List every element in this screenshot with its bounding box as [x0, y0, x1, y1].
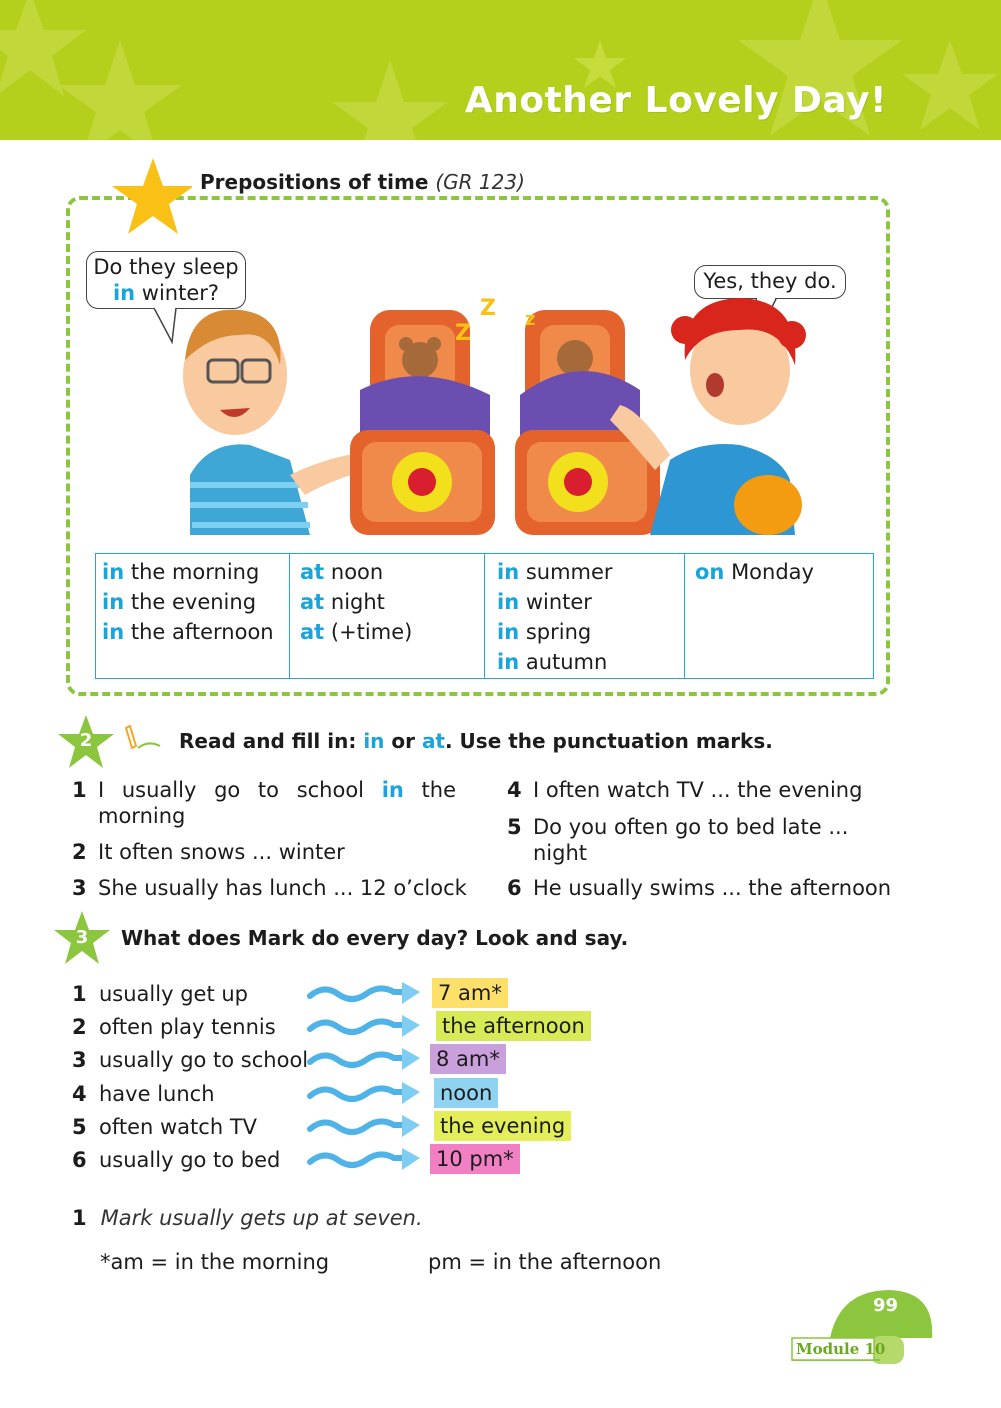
- prep-entry: in autumn: [497, 650, 608, 674]
- wavy-arrow-icon: [306, 1080, 424, 1108]
- time-highlight: 8 am*: [430, 1044, 506, 1074]
- row-activity: usually get up: [99, 982, 248, 1006]
- time-highlight: noon: [434, 1078, 498, 1108]
- prep-column-on: [685, 554, 873, 678]
- speech-bubble-answer: Yes, they do.: [694, 265, 846, 299]
- wavy-arrow-icon: [306, 1146, 424, 1174]
- exercise-2-item: 2 It often snows ... winter: [72, 840, 345, 864]
- module-label: Module 10: [796, 1340, 886, 1358]
- wavy-arrow-icon: [306, 1013, 424, 1041]
- header-band: [0, 0, 1001, 140]
- row-number: 6: [72, 1148, 87, 1172]
- exercise-3-title: What does Mark do every day? Look and say.: [121, 926, 629, 950]
- illustration-kids-and-bears: [180, 280, 820, 542]
- row-number: 5: [72, 1115, 87, 1139]
- exercise-number: 2: [79, 730, 93, 751]
- svg-text:Z: Z: [455, 321, 471, 346]
- row-number: 3: [72, 1048, 87, 1072]
- prep-entry: at (+time): [300, 620, 413, 644]
- row-number: 1: [72, 982, 87, 1006]
- time-highlight: the evening: [434, 1111, 571, 1141]
- exercise-number: 3: [75, 927, 89, 948]
- page-title: Another Lovely Day!: [464, 80, 887, 121]
- time-highlight: 7 am*: [432, 978, 508, 1008]
- wavy-arrow-icon: [306, 1113, 424, 1141]
- exercise-2-title: Read and fill in: in or at. Use the punctuation marks.: [179, 729, 773, 753]
- bubble-line-2: winter?: [135, 281, 220, 305]
- prep-entry: at night: [300, 590, 385, 614]
- footnote-pm: pm = in the afternoon: [428, 1250, 662, 1274]
- star-icon: [108, 156, 198, 236]
- time-highlight: 10 pm*: [430, 1144, 520, 1174]
- row-activity: have lunch: [99, 1082, 215, 1106]
- bubble-keyword: in: [112, 281, 136, 305]
- prep-entry: in winter: [497, 590, 592, 614]
- svg-text:z: z: [525, 309, 536, 330]
- prep-entry: in spring: [497, 620, 592, 644]
- prep-entry: on Monday: [695, 560, 814, 584]
- prepositions-table: [95, 553, 874, 679]
- prep-entry: in summer: [497, 560, 613, 584]
- grammar-heading: [192, 170, 533, 194]
- pencil-icon: [120, 722, 170, 754]
- footnote-am: *am = in the morning: [100, 1250, 330, 1274]
- grammar-heading-text: Prepositions of time: [200, 170, 429, 194]
- prep-column-seasons: [485, 554, 685, 678]
- prep-entry: in the evening: [102, 590, 257, 614]
- exercise-3-example: 1 Mark usually gets up at seven.: [72, 1206, 423, 1230]
- prep-column-in-times: [96, 554, 290, 678]
- grammar-reference: (GR 123): [435, 170, 525, 194]
- row-activity: usually go to school: [99, 1048, 309, 1072]
- exercise-2-item: 1 I usually go to school in the morning: [72, 778, 457, 828]
- bubble-line-1: Do they sleep: [93, 255, 239, 279]
- page-number: 99: [873, 1295, 899, 1316]
- time-highlight: the afternoon: [436, 1011, 591, 1041]
- exercise-2-item: 3 She usually has lunch ... 12 o’clock: [72, 876, 467, 900]
- row-activity: often watch TV: [99, 1115, 258, 1139]
- prep-entry: at noon: [300, 560, 384, 584]
- exercise-2-item: 6 He usually swims ... the afternoon: [507, 876, 892, 900]
- prep-entry: in the afternoon: [102, 620, 274, 644]
- wavy-arrow-icon: [306, 980, 424, 1008]
- row-activity: usually go to bed: [99, 1148, 281, 1172]
- row-number: 2: [72, 1015, 87, 1039]
- prep-column-at: [290, 554, 485, 678]
- wavy-arrow-icon: [306, 1046, 424, 1074]
- row-number: 4: [72, 1082, 87, 1106]
- bed-left-icon: [350, 296, 496, 535]
- row-activity: often play tennis: [99, 1015, 276, 1039]
- svg-text:Z: Z: [480, 296, 496, 321]
- exercise-2-item: 5 Do you often go to bed late ... night: [507, 815, 849, 865]
- prep-entry: in the morning: [102, 560, 260, 584]
- exercise-2-item: 4 I often watch TV ... the evening: [507, 778, 863, 802]
